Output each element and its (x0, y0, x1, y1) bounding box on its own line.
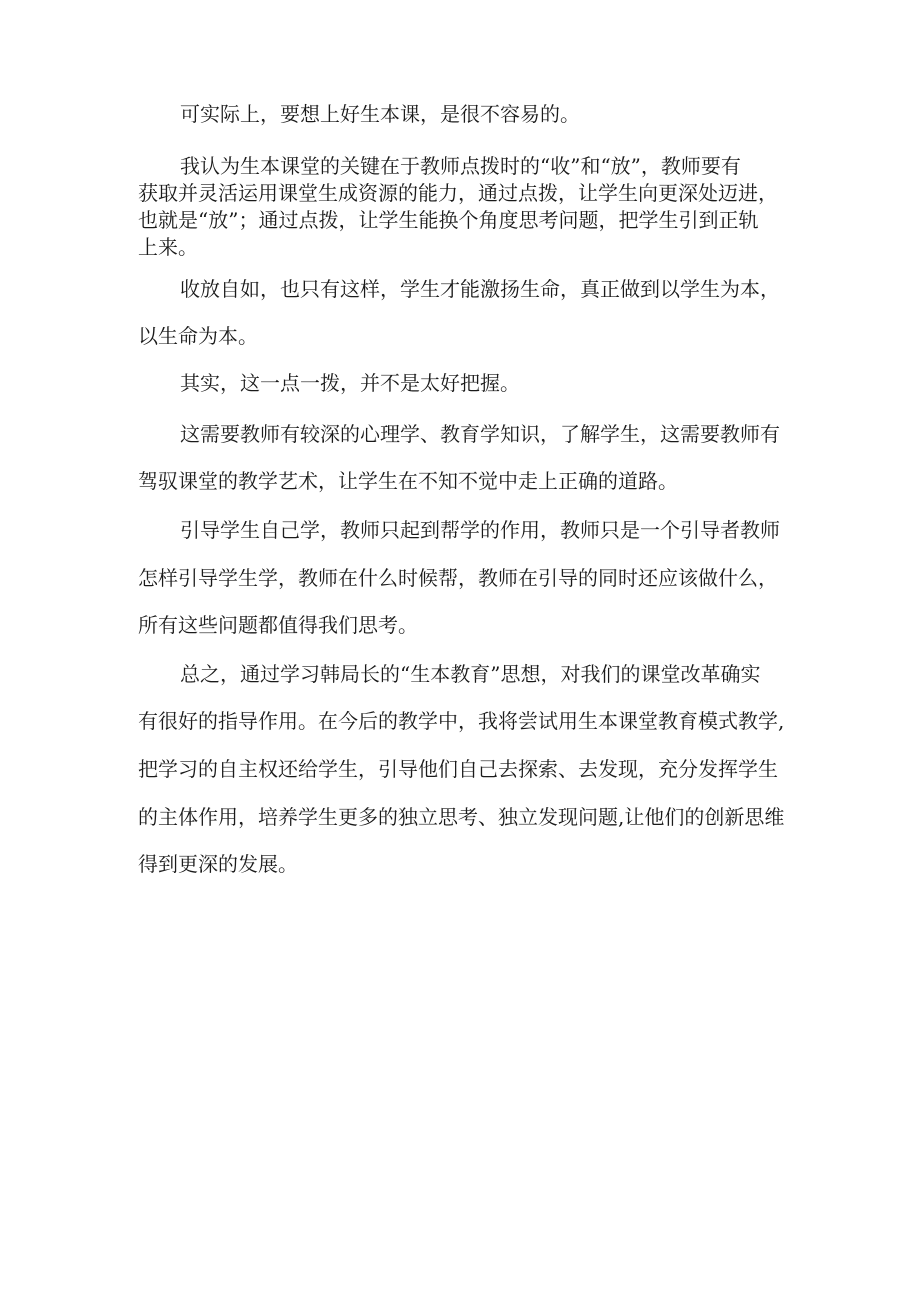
paragraph-1-line-1: 可实际上，要想上好生本课，是很不容易的。 (180, 102, 580, 126)
paragraph-3-line-1: 收放自如，也只有这样，学生才能激扬生命，真正做到以学生为本， (180, 277, 780, 301)
paragraph-4-line-1: 其实，这一点一拨，并不是太好把握。 (180, 371, 520, 395)
paragraph-5-line-1: 这需要教师有较深的心理学、教育学知识，了解学生，这需要教师有 (180, 422, 780, 446)
paragraph-5-line-2: 驾驭课堂的教学艺术，让学生在不知不觉中走上正确的道路。 (138, 469, 678, 493)
paragraph-7-line-1: 总之，通过学习韩局长的“生本教育”思想，对我们的课堂改革确实 (180, 662, 761, 686)
paragraph-6-line-3: 所有这些问题都值得我们思考。 (138, 613, 418, 637)
paragraph-7-line-5: 得到更深的发展。 (138, 852, 298, 876)
paragraph-2-line-1: 我认为生本课堂的关键在于教师点拨时的“收”和“放”，教师要有 (180, 154, 741, 178)
paragraph-7-line-3: 把学习的自主权还给学生，引导他们自己去探索、去发现，充分发挥学生 (138, 757, 778, 781)
paragraph-3-line-2: 以生命为本。 (138, 324, 258, 348)
paragraph-7-line-4: 的主体作用，培养学生更多的独立思考、独立发现问题,让他们的创新思维 (138, 805, 785, 829)
paragraph-2-line-3: 也就是“放”；通过点拨，让学生能换个角度思考问题，把学生引到正轨 (138, 208, 759, 232)
paragraph-6-line-1: 引导学生自己学，教师只起到帮学的作用，教师只是一个引导者教师 (180, 518, 780, 542)
paragraph-2-line-2: 获取并灵活运用课堂生成资源的能力，通过点拨，让学生向更深处迈进， (138, 181, 778, 205)
paragraph-7-line-2: 有很好的指导作用。在今后的教学中，我将尝试用生本课堂教育模式教学, (138, 709, 785, 733)
paragraph-6-line-2: 怎样引导学生学，教师在什么时候帮，教师在引导的同时还应该做什么， (138, 566, 778, 590)
paragraph-2-line-4: 上来。 (138, 235, 198, 259)
